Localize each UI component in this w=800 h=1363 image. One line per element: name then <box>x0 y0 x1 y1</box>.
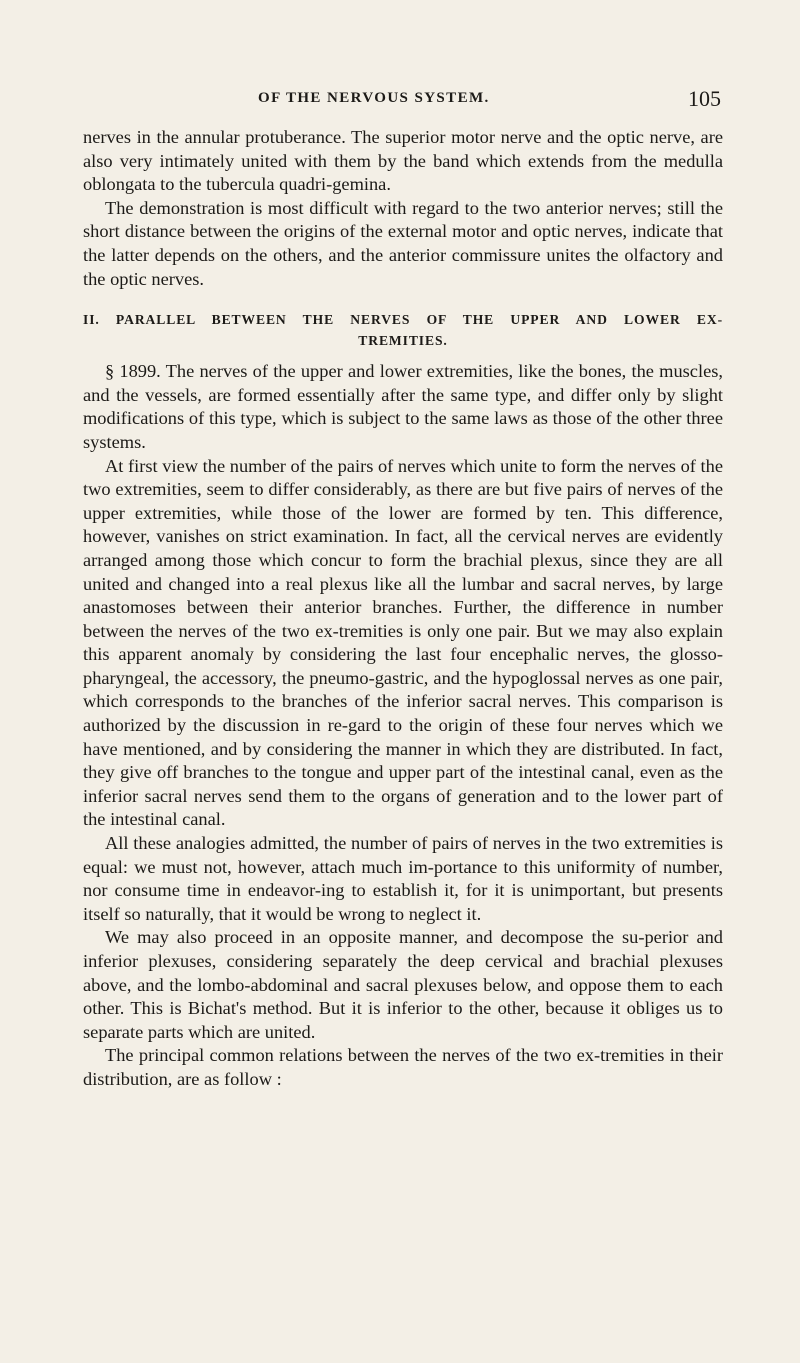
section-heading-line: TREMITIES. <box>358 333 448 349</box>
paragraph: All these analogies admitted, the number of pairs of nerves in the two extremities is equal: we must not, however, attach much im-portance to this uniformity of number, nor consume time in endeavor-ing to establish it, for it is unimportant, but presents itself so naturally, that it would be wrong to neglect it. <box>83 833 723 924</box>
running-head <box>83 86 723 126</box>
book-page <box>83 86 723 1092</box>
running-title: OF THE NERVOUS SYSTEM. <box>258 90 490 106</box>
paragraph: § 1899. The nerves of the upper and lower extremities, like the bones, the muscles, and the vessels, are formed essentially after the same type, and differ only by slight modifications of this type, which is subject to the same laws as those of the other three systems. <box>83 361 723 452</box>
section-heading-line: II. PARALLEL BETWEEN THE NERVES OF THE UPPER AND LOWER EX- <box>83 312 723 328</box>
body-text <box>83 126 723 1092</box>
page-number: 105 <box>688 86 721 111</box>
paragraph: We may also proceed in an opposite manner, and decompose the su-perior and inferior plexuses, considering separately the deep cervical and brachial plexuses above, and the lombo-abdominal and sacral plexuses below, and oppose them to each other. This is Bichat's method. But it is inferior to the other, because it obliges us to separate parts which are united. <box>83 927 723 1042</box>
paragraph: nerves in the annular protuberance. The superior motor nerve and the optic nerve, are also very intimately united with them by the band which extends from the medulla oblongata to the tubercula quadri-gemina. <box>83 127 723 195</box>
paragraph: At first view the number of the pairs of nerves which unite to form the nerves of the two extremities, seem to differ considerably, as there are but five pairs of nerves of the upper extremities, while those of the lower are formed by ten. This difference, however, vanishes on strict examination. In fact, all the cervical nerves are evidently arranged among those which concur to form the brachial plexus, since they are all united and changed into a real plexus like all the lumbar and sacral nerves, by large anastomoses between their anterior branches. Further, the difference in number between the nerves of the two ex-tremities is only one pair. But we may also explain this apparent anomaly by considering the last four encephalic nerves, the glosso-pharyngeal, the accessory, the pneumo-gastric, and the hypoglossal nerves as one pair, which corresponds to the branches of the inferior sacral nerves. This comparison is authorized by the discussion in re-gard to the origin of these four nerves which we have mentioned, and by considering the manner in which they are distributed. In fact, they give off branches to the tongue and upper part of the intestinal canal, even as the inferior sacral nerves send them to the organs of generation and to the lower part of the intestinal canal. <box>83 455 723 830</box>
section-heading <box>83 309 723 351</box>
paragraph: The principal common relations between the nerves of the two ex-tremities in their distribution, are as follow : <box>83 1045 723 1089</box>
paragraph: The demonstration is most difficult with regard to the two anterior nerves; still the short distance between the origins of the external motor and optic nerves, indicate that the latter depends on the others, and the anterior commissure unites the olfactory and the optic nerves. <box>83 197 723 289</box>
